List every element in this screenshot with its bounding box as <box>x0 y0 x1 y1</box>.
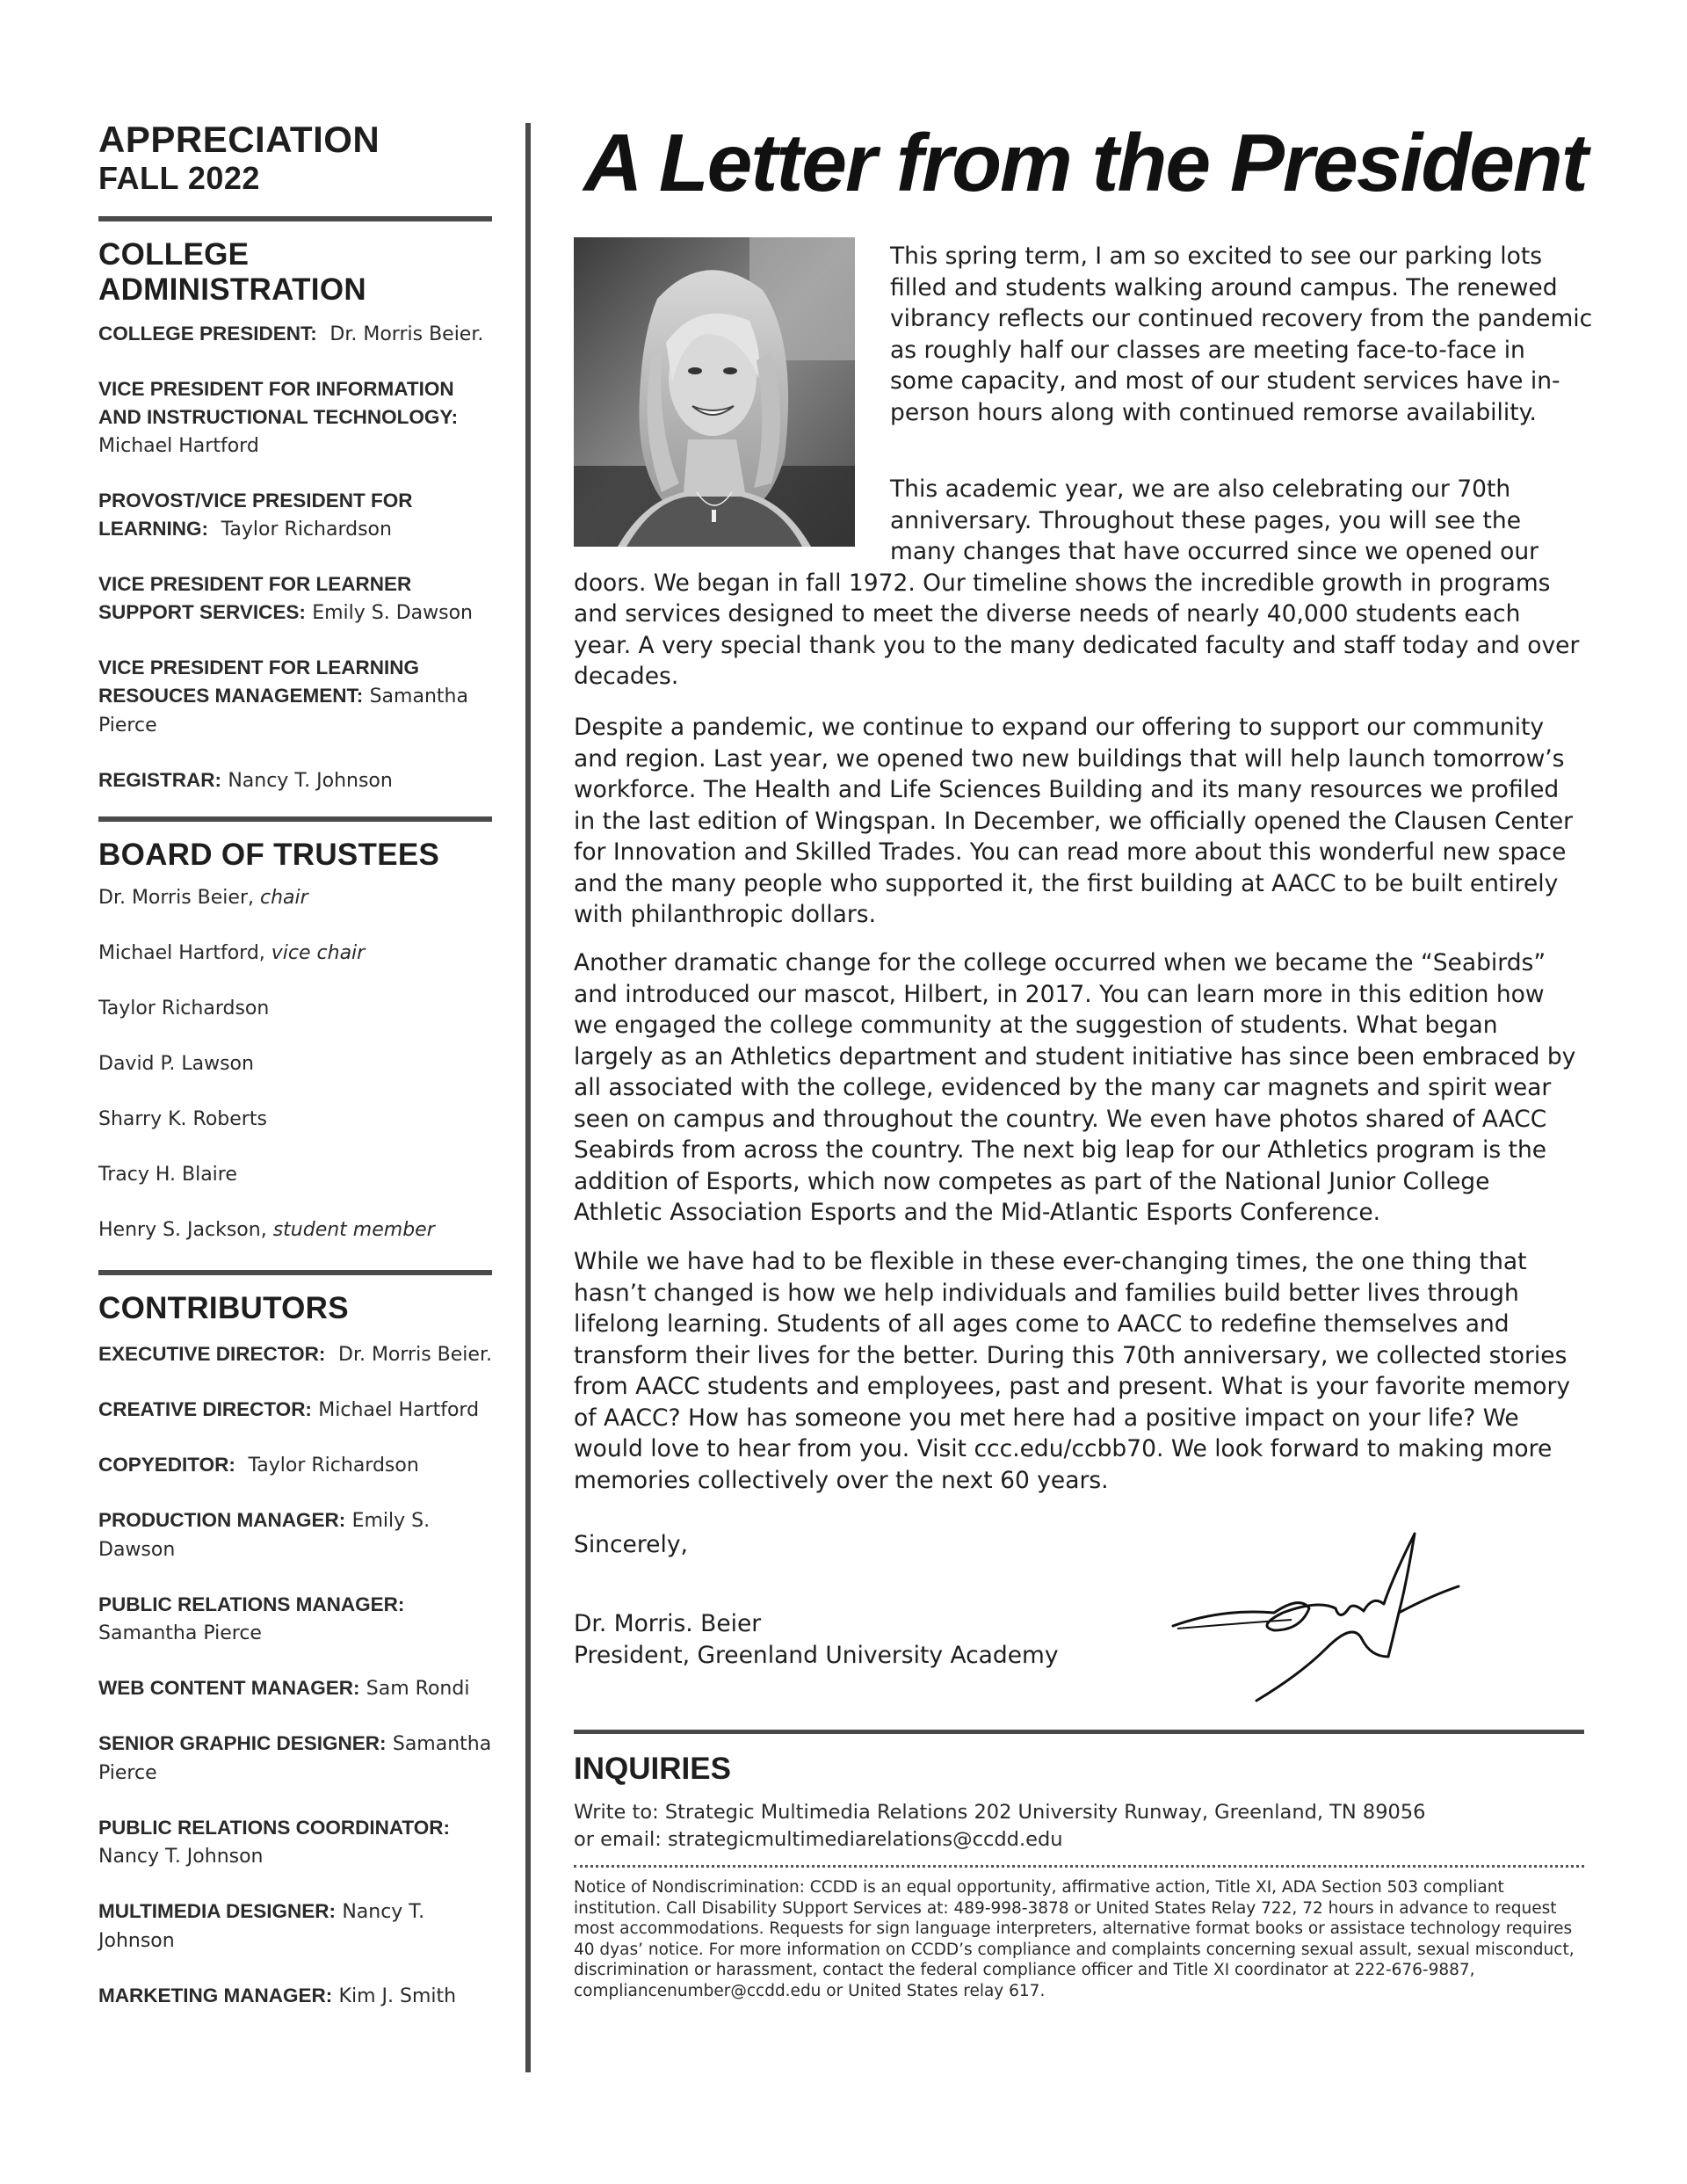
admin-name: Samantha Pierce <box>98 686 468 736</box>
contributor-role: MARKETING MANAGER: <box>98 1984 333 2006</box>
letter-paragraph: This spring term, I am so excited to see our parking lots filled and students walking around campus. The renewed vibrancy reflects our continued recovery from the pandemic as roughly half our classes are meeting face-to-face in some capacity, and most of our student services have in-person hours along with continued remorse availability. <box>890 243 1593 426</box>
trustee-name: Henry S. Jackson, <box>98 1219 267 1241</box>
sidebar <box>98 120 492 2011</box>
trustee-name: Michael Hartford, <box>98 942 265 964</box>
trustee-name: Taylor Richardson <box>98 998 270 1019</box>
nondiscrimination-notice: Notice of Nondiscrimination: CCDD is an equal opportunity, affirmative action, Title XI, ADA Section 503 compliant institution. Call Disability SUpport Services at: 489-998-3878 or United States Relay 722, 72 hours in advance to request most accommodations. Requests for sign language interpreters, alternative format books or assistace technology requires 40 dyas’ notice. For more information on CCDD’s compliance and complaints concerning sexual assult, sexual misconduct, discrimination or harassment, contact the federal compliance officer and Title XI coordinator at 222-676-9887, compliancenumber@ccdd.edu or United States relay 617. <box>574 1878 1575 2000</box>
contributor-name: Samantha Pierce <box>98 1733 492 1784</box>
board-heading: BOARD OF TRUSTEES <box>98 838 440 872</box>
trustee-item <box>98 996 492 1022</box>
dotted-divider <box>574 1865 1584 1868</box>
contributors-list <box>98 1340 492 2011</box>
trustee-title: student member <box>272 1219 435 1241</box>
contributor-name: Nancy T. Johnson <box>98 1901 425 1952</box>
contributor-name: Nancy T. Johnson <box>98 1846 264 1868</box>
letter-paragraph: Another dramatic change for the college occurred when we became the “Seabirds” and introduced our mascot, Hilbert, in 2017. You can learn more in this edition how we engaged the college community at the suggestion of students. What began largely as an Athletics department and student initiative has since been embraced by all associated with the college, evidenced by the many car magnets and spirit wear seen on campus and throughout the country. We even have photos shared of AACC Seabirds from across the country. The next big leap for our Athletics program is the addition of Esports, which now competes as part of the National Junior College Athletic Association Esports and the Mid-Atlantic Esports Conference. <box>574 949 1576 1226</box>
trustee-title: vice chair <box>271 942 366 964</box>
contributor-name: Dr. Morris Beier. <box>338 1344 492 1366</box>
section-divider <box>98 216 492 221</box>
admin-role: PROVOST/VICE PRESIDENT FOR LEARNING: <box>98 490 413 540</box>
contributor-entry <box>98 1982 492 2011</box>
letter-headline: A Letter from the President <box>583 117 1587 208</box>
admin-name: Emily S. Dawson <box>312 602 474 624</box>
admin-name: Nancy T. Johnson <box>228 770 393 792</box>
admin-entry <box>98 487 492 544</box>
photo-wrap-spacer <box>574 474 890 553</box>
letter-closing: Sincerely, <box>574 1531 688 1558</box>
contributor-entry <box>98 1814 492 1871</box>
contributor-role: WEB CONTENT MANAGER: <box>98 1677 360 1699</box>
admin-role: VICE PRESIDENT FOR LEARNING RESOUCES MANAGEMENT: <box>98 657 420 707</box>
contributor-entry <box>98 1897 492 1955</box>
board-list <box>98 885 492 1244</box>
admin-role: VICE PRESIDENT FOR INFORMATION AND INSTRUCTIONAL TECHNOLOGY: <box>98 378 459 428</box>
president-signature <box>1169 1525 1467 1709</box>
trustee-item <box>98 885 492 911</box>
signer-title: President, Greenland University Academy <box>574 1642 1059 1669</box>
contributor-role: MULTIMEDIA DESIGNER: <box>98 1900 336 1922</box>
contributor-role: EXECUTIVE DIRECTOR: <box>98 1343 326 1365</box>
trustee-item <box>98 1051 492 1077</box>
inquiries-divider <box>574 1730 1584 1734</box>
contributor-entry <box>98 1591 492 1648</box>
trustee-item <box>98 1107 492 1133</box>
admin-role: REGISTRAR: <box>98 769 221 791</box>
inquiries-email: or email: strategicmultimediarelations@ccdd.edu <box>574 1828 1063 1851</box>
contributor-entry <box>98 1506 492 1564</box>
signer-name: Dr. Morris. Beier <box>574 1610 762 1637</box>
admin-name: Taylor Richardson <box>221 519 392 541</box>
contributor-role: CREATIVE DIRECTOR: <box>98 1398 312 1420</box>
inquiries-contact <box>574 1799 1425 1854</box>
contributor-entry <box>98 1396 492 1425</box>
admin-entry <box>98 654 492 740</box>
contributor-entry <box>98 1451 492 1480</box>
publication-issue: FALL 2022 <box>98 160 260 196</box>
trustee-item <box>98 1217 492 1244</box>
contributor-role: PUBLIC RELATIONS COORDINATOR: <box>98 1817 450 1839</box>
letter-paragraph: While we have had to be flexible in these ever-changing times, the one thing that hasn’t changed is how we help individuals and families build better lives through lifelong learning. Students of all ages come to AACC to redefine themselves and transform their lives for the better. During this 70th anniversary, we collected stories from AACC students and employees, past and present. What is your favorite memory of AACC? How has someone you met here had a positive impact on your life? We would love to hear from you. Visit ccc.edu/ccbb70. We look forward to making more memories collectively over the next 60 years. <box>574 1248 1571 1494</box>
trustee-name: Dr. Morris Beier, <box>98 887 254 909</box>
letter-paragraph <box>574 474 1584 693</box>
admin-role: COLLEGE PRESIDENT: <box>98 323 317 345</box>
contributor-entry <box>98 1340 492 1369</box>
column-divider <box>525 123 531 2072</box>
publication-title: APPRECIATION <box>98 119 380 160</box>
contributors-heading: CONTRIBUTORS <box>98 1291 349 1325</box>
section-divider <box>98 1270 492 1275</box>
contributor-role: SENIOR GRAPHIC DESIGNER: <box>98 1732 387 1754</box>
admin-entry <box>98 375 492 461</box>
signer-block <box>574 1608 1059 1672</box>
admin-name: Dr. Morris Beier. <box>329 323 484 345</box>
admin-entry <box>98 570 492 628</box>
contributor-name: Michael Hartford <box>318 1399 480 1421</box>
contributor-name: Taylor Richardson <box>248 1455 419 1477</box>
admin-name: Michael Hartford <box>98 435 259 457</box>
admin-entry <box>98 320 492 349</box>
letter-paragraph: Despite a pandemic, we continue to expand our offering to support our community and region. Last year, we opened two new buildings that will help launch tomorrow’s workforce. The Health and Life Sciences Building and its many resources we profiled in the last edition of Wingspan. In December, we officially opened the Clausen Center for Innovation and Skilled Trades. You can read more about this wonderful new space and the many people who supported it, the first building at AACC to be built entirely with philanthropic dollars. <box>574 714 1574 928</box>
contributor-role: PRODUCTION MANAGER: <box>98 1509 346 1531</box>
section-divider <box>98 816 492 822</box>
trustee-title: chair <box>259 887 308 909</box>
trustee-name: Tracy H. Blaire <box>98 1164 237 1186</box>
contributor-name: Emily S. Dawson <box>98 1510 431 1561</box>
contributor-role: COPYEDITOR: <box>98 1454 235 1476</box>
trustee-name: David P. Lawson <box>98 1053 254 1075</box>
contributor-entry <box>98 1730 492 1788</box>
contributor-name: Kim J. Smith <box>338 1985 457 2007</box>
admin-heading: COLLEGE ADMINISTRATION <box>98 237 366 307</box>
contributor-role: PUBLIC RELATIONS MANAGER: <box>98 1593 405 1615</box>
trustee-name: Sharry K. Roberts <box>98 1108 267 1130</box>
contributor-entry <box>98 1674 492 1703</box>
admin-list <box>98 320 492 795</box>
contributor-name: Sam Rondi <box>366 1678 470 1700</box>
trustee-item <box>98 1162 492 1188</box>
trustee-item <box>98 940 492 967</box>
inquiries-heading: INQUIRIES <box>574 1752 731 1786</box>
admin-entry <box>98 766 492 795</box>
inquiries-address: Write to: Strategic Multimedia Relations 202 University Runway, Greenland, TN 89056 <box>574 1801 1426 1824</box>
admin-role: VICE PRESIDENT FOR LEARNER SUPPORT SERVICES: <box>98 573 412 623</box>
letter-paragraph-text: This academic year, we are also celebrating our 70th anniversary. Throughout these pages, you will see the many changes that have occurred since we opened our doors. We began in fall 1972. Our timeline shows the incredible growth in programs and services designed to meet the diverse needs of nearly 40,000 students each year. A very special thank you to the many dedicated faculty and staff today and over decades. <box>574 475 1580 690</box>
contributor-name: Samantha Pierce <box>98 1622 262 1644</box>
